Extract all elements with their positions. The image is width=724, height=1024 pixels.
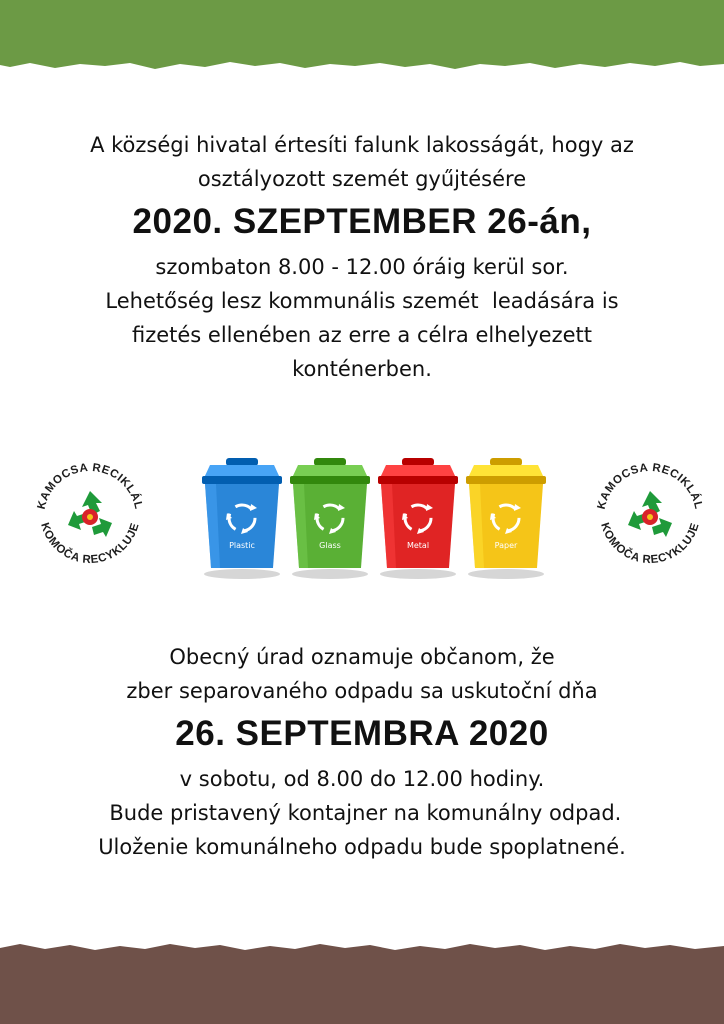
recycle-flower-icon (628, 491, 672, 537)
recycle-bin-plastic (202, 458, 282, 579)
recycle-bin-glass (290, 458, 370, 579)
sk-line-1: Obecný úrad oznamuje občanom, že (169, 645, 555, 669)
sk-line-4: Bude pristavený kontajner na komunálny odpad. (102, 801, 622, 825)
sk-line-3: v sobotu, od 8.00 do 12.00 hodiny. (179, 767, 545, 791)
recycle-bin-metal (378, 458, 458, 579)
bin-label: Plastic (229, 541, 255, 550)
hu-line-2: osztályozott szemét gyűjtésére (197, 167, 527, 191)
logo-bottom-text: KOMOČA RECYKLUJE (598, 521, 702, 567)
slovak-announcement (0, 640, 724, 864)
hu-line-6: konténerben. (292, 357, 432, 381)
bin-label: Glass (319, 541, 341, 550)
logo-bottom-text: KOMOČA RECYKLUJE (38, 521, 142, 567)
logo-top-text: KAMOCSA RECIKLÁL (595, 461, 705, 511)
sk-line-2: zber separovaného odpadu sa uskutoční dňa (126, 679, 598, 703)
recycle-bin-paper (466, 458, 546, 579)
hu-date-headline: 2020. SZEPTEMBER 26-án, (132, 202, 592, 241)
bin-label: Paper (494, 541, 518, 550)
recycling-logo-right (590, 455, 710, 575)
recycling-logo-left (30, 455, 150, 575)
top-green-band (0, 0, 724, 80)
hu-line-1: A községi hivatal értesíti falunk lakosságát, hogy az (90, 133, 634, 157)
recycle-bins-illustration (198, 452, 558, 582)
bin-label: Metal (406, 541, 430, 550)
hu-line-4: Lehetőség lesz kommunális szemét leadására is (105, 289, 619, 313)
hu-line-3: szombaton 8.00 - 12.00 óráig kerül sor. (155, 255, 569, 279)
sk-date-headline: 26. SEPTEMBRA 2020 (175, 714, 549, 753)
hungarian-announcement (0, 128, 724, 386)
recycle-flower-icon (68, 491, 112, 537)
logo-top-text: KAMOCSA RECIKLÁL (35, 461, 145, 511)
hu-line-5: fizetés ellenében az erre a célra elhelyezett (131, 323, 593, 347)
bottom-brown-band (0, 930, 724, 1024)
sk-line-5: Uloženie komunálneho odpadu bude spoplatnené. (98, 835, 626, 859)
